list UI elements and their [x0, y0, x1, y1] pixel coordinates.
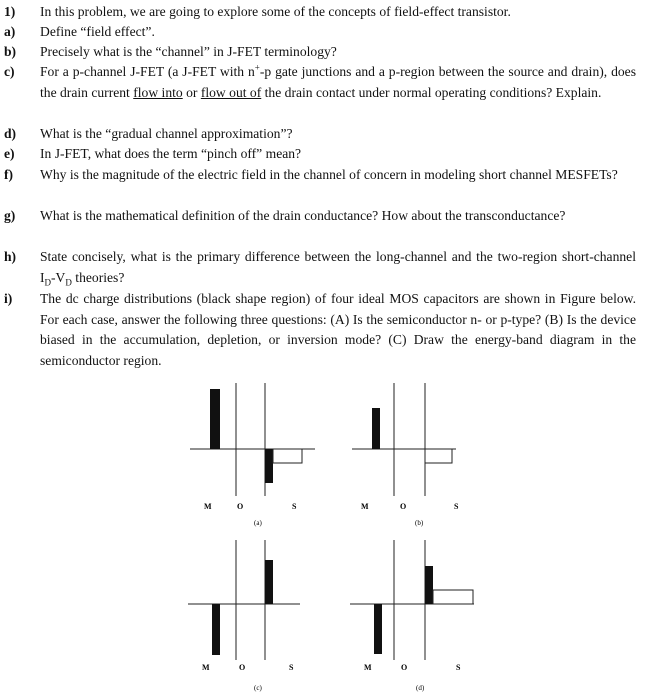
- text-segment: State concisely, what is the primary difference between the long-channel and the two-region short-channel I: [40, 249, 636, 285]
- depletion-charge: [433, 590, 473, 604]
- question-text: In J-FET, what does the term “pinch off” mean?: [40, 146, 302, 161]
- question-label: g): [4, 208, 16, 223]
- metal-charge-negative: [212, 604, 220, 655]
- depletion-charge: [425, 449, 452, 463]
- question-text: The dc charge distributions (black shape region) of four ideal MOS capacitors are shown in Figure below. For each case, answer the following three questions: (A) Is the semiconductor n- or p-type? (B) Is the device biased in the accumulation, depletion, or inversion mode? (C) Draw the energy-band diagram in the semiconductor region.: [40, 291, 636, 368]
- metal-charge-positive: [210, 389, 220, 449]
- question-label: e): [4, 146, 15, 161]
- label-s: S: [454, 502, 459, 511]
- panel-c: [188, 540, 300, 692]
- text-segment: -p gate junctions and a p-region between the source and drain), does the drain current: [40, 64, 636, 100]
- panel-caption: (b): [415, 519, 424, 527]
- text-segment: -V: [51, 269, 66, 285]
- panel-caption: (d): [416, 684, 425, 692]
- question-label: b): [4, 44, 17, 59]
- question-text: What is the “gradual channel approximation”?: [40, 126, 293, 141]
- question-label: d): [4, 126, 17, 141]
- problem-intro-text: In this problem, we are going to explore some of the concepts of field-effect transistor.: [40, 4, 511, 19]
- label-s: S: [456, 663, 461, 672]
- depletion-charge: [273, 449, 302, 463]
- problem-number: 1): [4, 4, 16, 19]
- label-s: S: [292, 502, 297, 511]
- label-o: O: [400, 502, 407, 511]
- superscript: +: [254, 62, 260, 73]
- question-label: h): [4, 249, 17, 264]
- label-m: M: [204, 502, 212, 511]
- question-text: Precisely what is the “channel” in J-FET terminology?: [40, 44, 337, 59]
- panel-d: [350, 540, 474, 692]
- label-o: O: [239, 663, 246, 672]
- panel-b: [352, 383, 459, 527]
- question-label: a): [4, 24, 16, 39]
- question-text: What is the mathematical definition of the drain conductance? How about the transconductance?: [40, 208, 566, 223]
- label-m: M: [361, 502, 369, 511]
- accumulation-charge: [265, 560, 273, 604]
- label-o: O: [401, 663, 408, 672]
- question-label: c): [4, 64, 15, 79]
- metal-charge-negative: [374, 604, 382, 654]
- text-segment: or: [182, 84, 201, 100]
- label-m: M: [202, 663, 210, 672]
- subscript: D: [44, 277, 52, 288]
- question-text: Define “field effect”.: [40, 24, 155, 39]
- inversion-charge: [425, 566, 433, 604]
- metal-charge-positive: [372, 408, 380, 449]
- text-segment: the drain contact under normal operating conditions? Explain.: [261, 84, 602, 100]
- question-label: f): [4, 167, 14, 182]
- question-label: i): [4, 291, 13, 306]
- panel-caption: (a): [254, 519, 262, 527]
- underlined-flow-into: flow into: [133, 84, 183, 100]
- label-m: M: [364, 663, 372, 672]
- underlined-flow-out-of: flow out of: [200, 84, 262, 100]
- label-o: O: [237, 502, 244, 511]
- panel-caption: (c): [254, 684, 262, 692]
- text-segment: For a p-channel J-FET (a J-FET with n: [40, 64, 255, 79]
- subscript: D: [65, 277, 72, 288]
- label-s: S: [289, 663, 294, 672]
- inversion-charge: [265, 449, 273, 483]
- question-text: Why is the magnitude of the electric field in the channel of concern in modeling short channel MESFETs?: [40, 167, 618, 182]
- text-segment: theories?: [71, 269, 125, 285]
- panel-a: [190, 383, 315, 527]
